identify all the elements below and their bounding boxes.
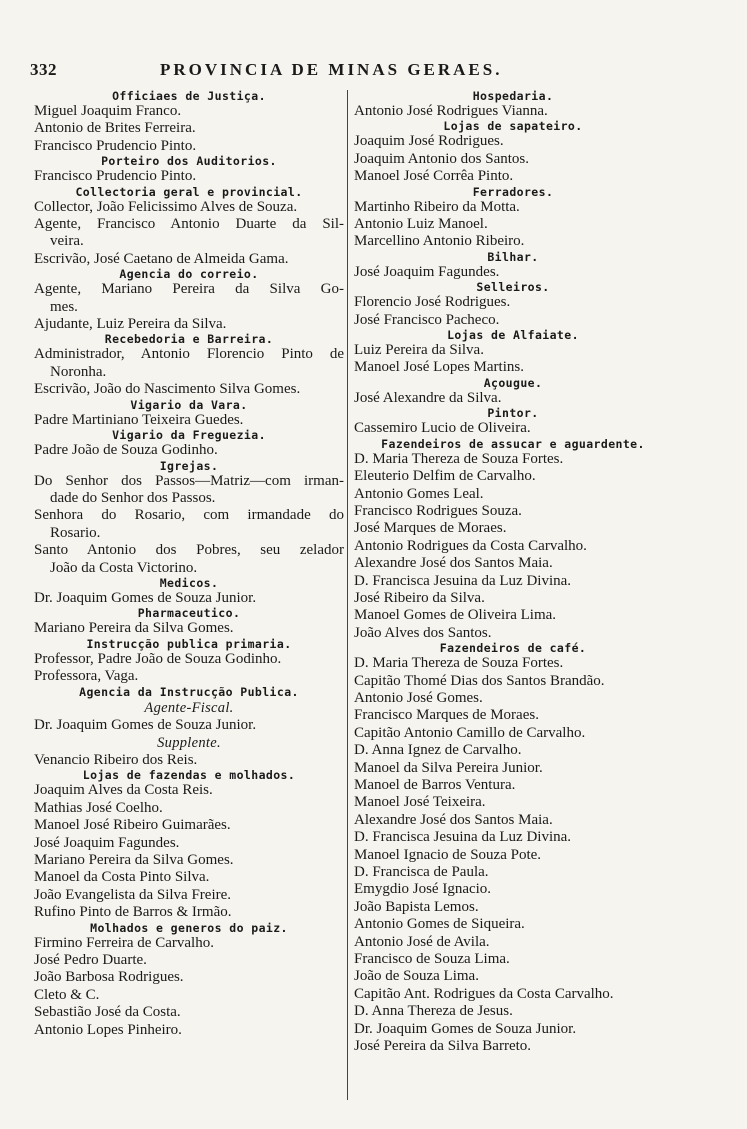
directory-entry: Manoel Gomes de Oliveira Lima. xyxy=(354,607,557,624)
directory-section xyxy=(354,642,672,1055)
directory-entry: Dr. Joaquim Gomes de Souza Junior. xyxy=(34,589,257,606)
directory-entry: D. Maria Thereza de Souza Fortes. xyxy=(354,450,564,467)
directory-entry: Manoel José Lopes Martins. xyxy=(354,359,524,376)
directory-entry: Manoel da Costa Pinto Silva. xyxy=(34,869,210,886)
directory-entry: Professor, Padre João de Souza Godinho. xyxy=(34,650,282,667)
directory-entry: José Joaquim Fagundes. xyxy=(34,834,180,851)
page-number: 332 xyxy=(30,60,57,79)
directory-entry: Capitão Thomé Dias dos Santos Brandão. xyxy=(354,672,605,689)
directory-entry: D. Francisca de Paula. xyxy=(354,864,489,881)
directory-entry: Emygdio José Ignacio. xyxy=(354,881,492,898)
entry-continuation: João da Costa Victorino. xyxy=(50,559,198,576)
directory-entry: Alexandre José dos Santos Maia. xyxy=(354,811,553,828)
directory-entry: Manoel José Corrêa Pinto. xyxy=(354,168,514,185)
directory-entry: Professora, Vaga. xyxy=(34,668,139,685)
directory-section xyxy=(354,438,672,642)
directory-entry: Capitão Ant. Rodrigues da Costa Carvalho. xyxy=(354,985,614,1002)
directory-entry: Martinho Ribeiro da Motta. xyxy=(354,198,520,215)
directory-section xyxy=(34,333,344,398)
directory-section xyxy=(34,186,344,269)
directory-entry: Escrivão, José Caetano de Almeida Gama. xyxy=(34,250,289,267)
directory-section xyxy=(34,577,344,607)
section-heading: Supplente. xyxy=(157,734,221,751)
directory-entry: Firmino Ferreira de Carvalho. xyxy=(34,934,214,951)
directory-entry: José Joaquim Fagundes. xyxy=(354,263,500,280)
section-heading: Instrucção publica primaria. xyxy=(86,637,292,651)
directory-entry: Antonio José de Avila. xyxy=(354,933,490,950)
directory-entry: D. Francisca Jesuina da Luz Divina. xyxy=(354,572,572,589)
directory-section xyxy=(354,90,672,120)
directory-entry: João Alves dos Santos. xyxy=(354,624,492,641)
section-heading: Vigario da Vara. xyxy=(130,398,248,412)
directory-entry: Francisco Rodrigues Souza. xyxy=(354,502,522,519)
section-heading: Igrejas. xyxy=(159,459,219,473)
directory-entry: Padre João de Souza Godinho. xyxy=(34,442,218,459)
entry-continuation: veira. xyxy=(50,233,84,250)
directory-section xyxy=(34,734,344,769)
directory-entry: Mariano Pereira da Silva Gomes. xyxy=(34,852,234,868)
directory-entry: João Bapista Lemos. xyxy=(354,898,479,915)
directory-entry: Antonio Luiz Manoel. xyxy=(354,216,488,233)
directory-entry: Manoel da Silva Pereira Junior. xyxy=(354,759,543,776)
directory-entry: Cassemiro Lucio de Oliveira. xyxy=(354,420,531,437)
directory-section xyxy=(34,90,344,155)
directory-section xyxy=(34,638,344,686)
directory-section xyxy=(34,429,344,459)
directory-entry: José Marques de Moraes. xyxy=(354,520,507,537)
directory-entry: Francisco Prudencio Pinto. xyxy=(34,168,197,185)
page-header xyxy=(0,0,747,90)
section-heading: Lojas de fazendas e molhados. xyxy=(82,769,296,783)
directory-entry: Antonio José Rodrigues Vianna. xyxy=(354,103,548,119)
directory-section xyxy=(354,281,672,329)
directory-entry: Marcellino Antonio Ribeiro. xyxy=(354,233,525,250)
directory-entry: Padre Martiniano Teixeira Guedes. xyxy=(34,411,244,428)
directory-section xyxy=(34,922,344,1039)
directory-entry: D. Maria Thereza de Souza Fortes. xyxy=(354,655,564,672)
section-heading: Recebedoria e Barreira. xyxy=(104,333,274,347)
section-heading: Selleiros. xyxy=(476,281,550,295)
directory-entry: Sebastião José da Costa. xyxy=(34,1004,181,1021)
directory-entry: Joaquim José Rodrigues. xyxy=(354,133,504,150)
entry-continuation: mes. xyxy=(50,298,78,315)
directory-entry: Joaquim Alves da Costa Reis. xyxy=(34,782,213,799)
directory-entry: Eleuterio Delfim de Carvalho. xyxy=(354,468,536,485)
directory-section xyxy=(354,251,672,281)
directory-section xyxy=(354,407,672,437)
directory-entry: José Pereira da Silva Barreto. xyxy=(354,1038,532,1055)
directory-section xyxy=(354,377,672,407)
directory-entry: Francisco de Souza Lima. xyxy=(354,951,510,968)
directory-entry: Do Senhor dos Passos—Matriz—com irman- xyxy=(34,472,344,489)
directory-section xyxy=(34,155,344,185)
directory-section xyxy=(34,460,344,577)
section-heading: Molhados e generos do paiz. xyxy=(90,921,288,935)
section-heading: Officiaes de Justiça. xyxy=(112,90,266,103)
section-heading: Açougue. xyxy=(483,376,543,390)
entry-continuation: dade do Senhor dos Passos. xyxy=(50,489,216,506)
directory-entry: Antonio de Brites Ferreira. xyxy=(34,120,196,137)
directory-entry: Manoel de Barros Ventura. xyxy=(354,777,516,793)
section-heading: Fazendeiros de café. xyxy=(439,642,587,656)
directory-entry: Administrador, Antonio Florencio Pinto de xyxy=(34,346,344,363)
directory-entry: Dr. Joaquim Gomes de Souza Junior. xyxy=(354,1020,577,1037)
directory-entry: Antonio José Gomes. xyxy=(354,689,483,706)
section-heading: Ferradores. xyxy=(472,185,554,199)
directory-entry: Francisco Prudencio Pinto. xyxy=(34,137,197,154)
directory-entry: Florencio José Rodrigues. xyxy=(354,294,511,311)
section-heading: Lojas de Alfaiate. xyxy=(447,329,579,343)
right-column xyxy=(354,90,672,1056)
directory-entry: Luiz Pereira da Silva. xyxy=(354,342,484,359)
directory-entry: Collector, João Felicissimo Alves de Souza. xyxy=(34,198,298,215)
section-heading: Bilhar. xyxy=(487,250,539,264)
directory-entry: D. Francisca Jesuina da Luz Divina. xyxy=(354,829,572,846)
section-heading: Fazendeiros de assucar e aguardente. xyxy=(381,437,645,451)
directory-entry: Miguel Joaquim Franco. xyxy=(34,103,182,119)
directory-entry: D. Anna Thereza de Jesus. xyxy=(354,1003,513,1020)
directory-entry: Antonio Lopes Pinheiro. xyxy=(34,1021,182,1038)
directory-entry: Mariano Pereira da Silva Gomes. xyxy=(34,620,234,637)
directory-entry: Manoel José Teixeira. xyxy=(354,794,486,811)
entry-continuation: Rosario. xyxy=(50,524,101,541)
directory-entry: Francisco Marques de Moraes. xyxy=(354,707,539,724)
directory-entry: Alexandre José dos Santos Maia. xyxy=(354,555,553,572)
running-title: PROVINCIA DE MINAS GERAES. xyxy=(160,60,503,79)
section-heading: Agente-Fiscal. xyxy=(144,699,234,716)
section-heading: Medicos. xyxy=(159,576,219,590)
directory-section xyxy=(34,699,344,734)
directory-entry: Mathias José Coelho. xyxy=(34,799,163,816)
directory-entry: Antonio Rodrigues da Costa Carvalho. xyxy=(354,537,587,554)
directory-entry: Santo Antonio dos Pobres, seu zelador xyxy=(34,542,344,559)
directory-section xyxy=(34,268,344,333)
directory-entry: Manoel José Ribeiro Guimarães. xyxy=(34,817,231,834)
directory-entry: D. Anna Ignez de Carvalho. xyxy=(354,742,522,759)
section-heading: Collectoria geral e provincial. xyxy=(75,185,303,199)
directory-entry: Manoel Ignacio de Souza Pote. xyxy=(354,846,542,863)
directory-entry: Senhora do Rosario, com irmandade do xyxy=(34,507,344,524)
section-heading: Lojas de sapateiro. xyxy=(443,120,583,134)
directory-entry: Agente, Mariano Pereira da Silva Go- xyxy=(34,281,344,298)
directory-entry: Agente, Francisco Antonio Duarte da Sil- xyxy=(34,216,344,233)
section-heading: Agencia da Instrucção Publica. xyxy=(79,685,299,699)
section-heading: Agencia do correio. xyxy=(119,268,259,282)
directory-entry: João de Souza Lima. xyxy=(354,968,479,985)
directory-entry: Escrivão, João do Nascimento Silva Gomes. xyxy=(34,381,301,398)
directory-entry: Capitão Antonio Camillo de Carvalho. xyxy=(354,724,586,741)
directory-entry: Dr. Joaquim Gomes de Souza Junior. xyxy=(34,716,257,733)
directory-entry: José Francisco Pacheco. xyxy=(354,311,500,328)
directory-entry: Venancio Ribeiro dos Reis. xyxy=(34,751,198,768)
directory-entry: Ajudante, Luiz Pereira da Silva. xyxy=(34,316,227,333)
directory-entry: Joaquim Antonio dos Santos. xyxy=(354,150,530,167)
section-heading: Hospedaria. xyxy=(472,90,554,103)
section-heading: Porteiro dos Auditorios. xyxy=(101,155,277,169)
entry-continuation: Noronha. xyxy=(50,363,107,380)
directory-entry: João Barbosa Rodrigues. xyxy=(34,969,184,986)
directory-section xyxy=(354,329,672,377)
section-heading: Vigario da Freguezia. xyxy=(112,429,266,443)
directory-section xyxy=(34,686,344,699)
directory-section xyxy=(354,186,672,251)
directory-entry: Antonio Gomes Leal. xyxy=(354,485,484,502)
directory-entry: João Evangelista da Silva Freire. xyxy=(34,886,232,903)
directory-section xyxy=(34,607,344,637)
left-column xyxy=(34,90,344,1039)
section-heading: Pintor. xyxy=(487,407,539,421)
directory-entry: José Alexandre da Silva. xyxy=(354,389,502,406)
directory-entry: Antonio Gomes de Siqueira. xyxy=(354,916,525,933)
column-divider xyxy=(347,90,348,1100)
directory-entry: José Ribeiro da Silva. xyxy=(354,589,485,606)
directory-entry: Rufino Pinto de Barros & Irmão. xyxy=(34,904,232,921)
directory-entry: José Pedro Duarte. xyxy=(34,952,147,969)
directory-section xyxy=(34,769,344,921)
directory-entry: Cleto & C. xyxy=(34,986,100,1003)
directory-section xyxy=(34,399,344,429)
directory-section xyxy=(354,120,672,185)
section-heading: Pharmaceutico. xyxy=(137,607,241,621)
